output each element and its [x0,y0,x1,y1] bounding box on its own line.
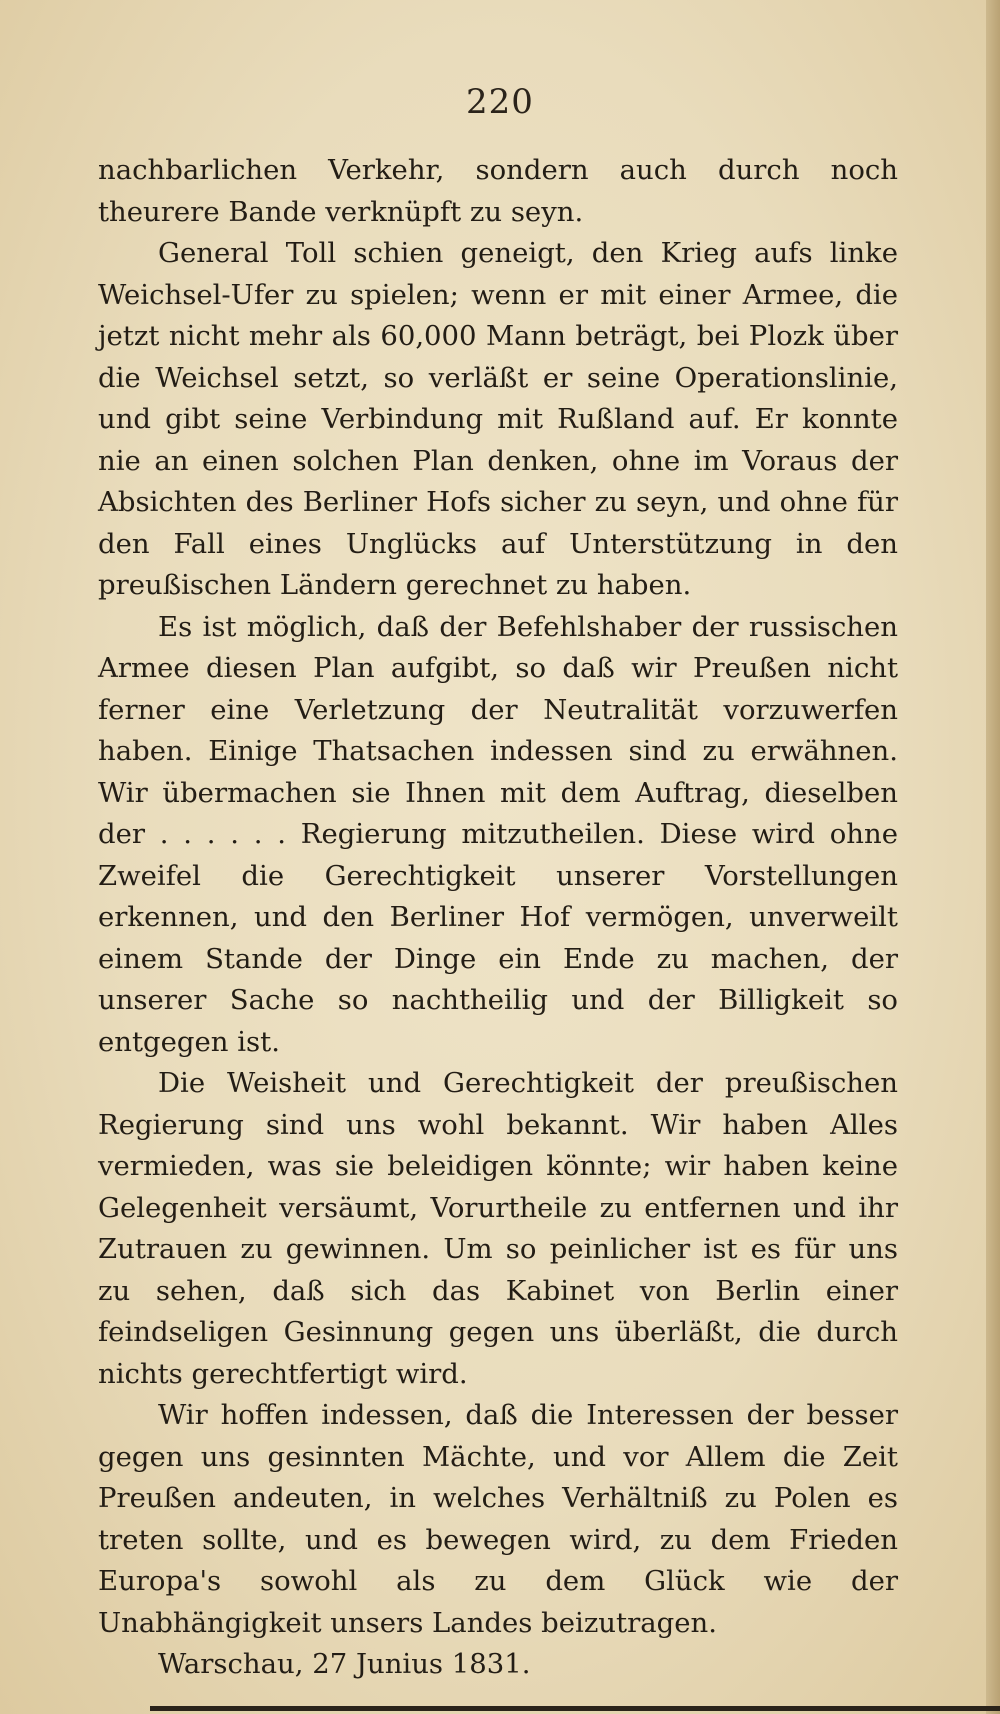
page-body [98,150,898,1686]
paragraph: Wir hoffen indessen, daß die Interessen der besser gegen uns gesinnten Mächte, und vor Allem die Zeit Preußen andeuten, in welches Verhältniß zu Polen es treten sollte, und es bewegen wird, zu dem Frieden Europa's sowohl als zu dem Glück wie der Unabhängigkeit unsers Landes beizutragen. [98,1399,898,1639]
page-edge [986,0,1000,1714]
paragraph-continuation: nachbarlichen Verkehr, sondern auch durch noch theurere Bande verknüpft zu seyn. [98,154,898,228]
page-number: 220 [466,82,534,122]
paragraph: Es ist möglich, daß der Befehlshaber der russischen Armee diesen Plan aufgibt, so daß wir Preußen nicht ferner eine Verletzung der Neutralität vorzuwerfen haben. Einige Thatsachen indessen sind zu erwähnen. Wir übermachen sie Ihnen mit dem Auftrag, dieselben der . . . . . . Regierung mitzutheilen. Diese wird ohne Zweifel die Gerechtigkeit unserer Vorstellungen erkennen, und den Berliner Hof vermögen, unverweilt einem Stande der Dinge ein Ende zu machen, der unserer Sache so nachtheilig und der Billigkeit so entgegen ist. [98,610,898,1058]
paragraph: Die Weisheit und Gerechtigkeit der preußischen Regierung sind uns wohl bekannt. Wir haben Alles vermieden, was sie beleidigen könnte; wir haben keine Gelegenheit versäumt, Vorurtheile zu entfernen und ihr Zutrauen zu gewinnen. Um so peinlicher ist es für uns zu sehen, daß sich das Kabinet von Berlin einer feindseligen Gesinnung gegen uns überläßt, die durch nichts gerechtfertigt wird. [98,1067,898,1390]
place-date-line: Warschau, 27 Junius 1831. [158,1648,531,1680]
paragraph: General Toll schien geneigt, den Krieg aufs linke Weichsel-Ufer zu spielen; wenn er mit einer Armee, die jetzt nicht mehr als 60,000 Mann beträgt, bei Plozk über die Weichsel setzt, so verläßt er seine Operationslinie, und gibt seine Verbindung mit Rußland auf. Er konnte nie an einen solchen Plan denken, ohne im Voraus der Absichten des Berliner Hofs sicher zu seyn, und ohne für den Fall eines Unglücks auf Unterstützung in den preußischen Ländern gerechnet zu haben. [98,237,898,601]
bottom-rule [150,1706,1000,1711]
